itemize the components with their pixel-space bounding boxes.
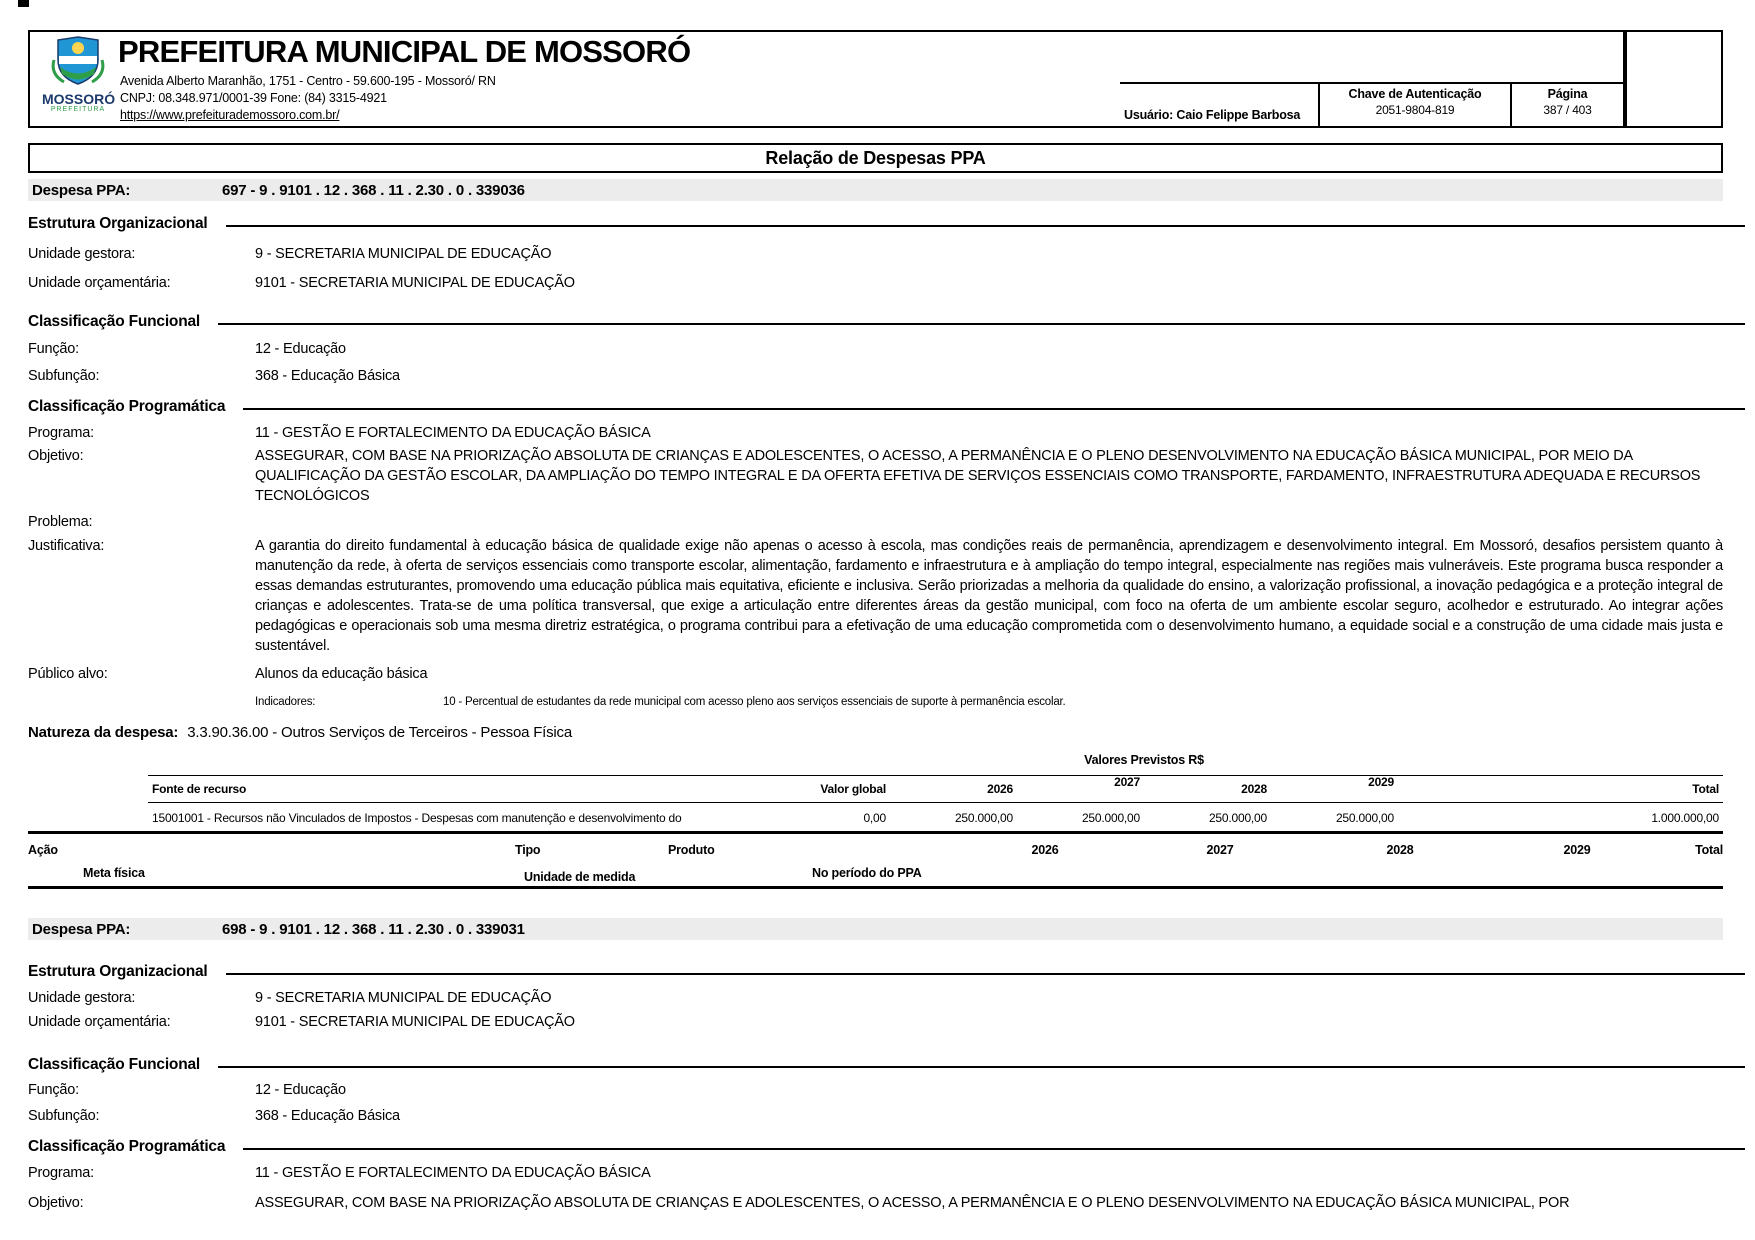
field-value: 368 - Educação Básica xyxy=(255,368,400,384)
field-label: Unidade gestora: xyxy=(28,990,136,1006)
coat-of-arms-icon xyxy=(48,36,108,86)
row-funcao xyxy=(28,339,1723,359)
org-website-link[interactable]: https://www.prefeiturademossoro.com.br/ xyxy=(120,108,340,122)
field-value: 11 - GESTÃO E FORTALECIMENTO DA EDUCAÇÃO BÁSICA xyxy=(255,1165,651,1181)
row-unidade-gestora xyxy=(28,244,1723,264)
page-cell xyxy=(1510,84,1623,126)
section-title: Classificação Funcional xyxy=(28,1056,200,1073)
field-value: 9 - SECRETARIA MUNICIPAL DE EDUCAÇÃO xyxy=(255,990,552,1006)
field-label: Programa: xyxy=(28,1165,94,1181)
field-label: Unidade orçamentária: xyxy=(28,275,171,291)
cell-2027: 250.000,00 xyxy=(1081,810,1140,825)
col-fonte-de-recurso: Fonte de recurso xyxy=(152,782,247,796)
field-value: 12 - Educação xyxy=(255,341,346,357)
cell-total: 1.000.000,00 xyxy=(1651,810,1719,825)
col-year-2029: 2029 xyxy=(1368,775,1394,789)
row-problema xyxy=(28,512,1723,532)
row-unidade-orcamentaria xyxy=(28,273,1723,293)
row-objetivo xyxy=(28,446,1723,506)
section-rule xyxy=(243,1148,1745,1150)
action-col-meta-fisica: Meta física xyxy=(83,866,145,880)
row-unidade-gestora-2 xyxy=(28,988,1723,1008)
logo-subtitle: PREFEITURA xyxy=(50,106,106,113)
field-value: ASSEGURAR, COM BASE NA PRIORIZAÇÃO ABSOLUTA DE CRIANÇAS E ADOLESCENTES, O ACESSO, A PERMANÊNCIA E O PLENO DESENVOLVIMENTO NA EDUCAÇÃO BÁSICA MUNICIPAL, POR MEIO DA QUALIFICAÇÃO DA GESTÃO ESCOLAR, DA AMPLIAÇÃO DO TEMPO INTEGRAL E DA OFERTA EFETIVA DE SERVIÇOS ESSENCIAIS COMO TRANSPORTE, FARDAMENTO, INFRAESTRUTURA ADEQUADA E RECURSOS TECNOLÓGICOS xyxy=(255,448,1701,504)
row-indicadores xyxy=(255,696,1066,708)
row-publico-alvo xyxy=(28,664,1723,684)
action-col-unidade-medida: Unidade de medida xyxy=(524,870,636,884)
field-label: Objetivo: xyxy=(28,1195,84,1211)
field-label: Problema: xyxy=(28,514,93,530)
section-rule xyxy=(218,323,1745,325)
section-classificacao-programatica xyxy=(28,398,1745,416)
row-subfuncao-2 xyxy=(28,1106,1723,1126)
cell-2029: 250.000,00 xyxy=(1335,810,1394,825)
valores-previstos-title: Valores Previstos R$ xyxy=(1084,753,1204,767)
row-programa-2 xyxy=(28,1163,1723,1183)
section-estrutura-organizacional xyxy=(28,215,1745,233)
field-label: Indicadores: xyxy=(255,696,316,708)
action-col-total: Total xyxy=(1695,843,1723,857)
field-value: 9101 - SECRETARIA MUNICIPAL DE EDUCAÇÃO xyxy=(255,275,575,291)
row-subfuncao xyxy=(28,366,1723,386)
section-rule xyxy=(226,973,1745,975)
header-side-box xyxy=(1625,30,1723,128)
action-col-tipo: Tipo xyxy=(515,843,541,857)
row-programa xyxy=(28,423,1723,443)
section-title: Estrutura Organizacional xyxy=(28,215,208,232)
field-label: Unidade orçamentária: xyxy=(28,1014,171,1030)
field-label: Programa: xyxy=(28,425,94,441)
cell-valor-global: 0,00 xyxy=(863,810,886,825)
action-col-2026: 2026 xyxy=(1031,843,1059,857)
funding-table-row xyxy=(148,803,1723,832)
field-label: Natureza da despesa: xyxy=(28,724,179,741)
field-label: Público alvo: xyxy=(28,666,108,682)
field-value xyxy=(255,512,1723,532)
field-value: Alunos da educação básica xyxy=(255,666,428,682)
despesa-ppa-band-1 xyxy=(28,179,1723,201)
field-label: Subfunção: xyxy=(28,368,100,384)
cell-fonte: 15001001 - Recursos não Vinculados de Impostos - Despesas com manutenção e desenvolvimento do xyxy=(152,810,682,825)
funding-table xyxy=(148,775,1723,832)
indicator-value: 10 - Percentual de estudantes da rede municipal com acesso pleno aos serviços essenciais de suporte à permanência escolar. xyxy=(443,696,1066,708)
col-year-2026: 2026 xyxy=(987,782,1013,796)
section-title: Classificação Funcional xyxy=(28,313,200,330)
section-estrutura-organizacional-2 xyxy=(28,963,1745,981)
despesa-ppa-code: 697 - 9 . 9101 . 12 . 368 . 11 . 2.30 . 0 . 339036 xyxy=(222,181,525,199)
org-name: PREFEITURA MUNICIPAL DE MOSSORÓ xyxy=(118,34,691,69)
auth-key-value: 2051-9804-819 xyxy=(1375,103,1455,117)
report-title-bar xyxy=(28,143,1723,173)
col-total: Total xyxy=(1692,782,1719,796)
field-value: 11 - GESTÃO E FORTALECIMENTO DA EDUCAÇÃO BÁSICA xyxy=(255,425,651,441)
funding-table-header xyxy=(148,776,1723,803)
field-value: 9 - SECRETARIA MUNICIPAL DE EDUCAÇÃO xyxy=(255,246,552,262)
field-value: 9101 - SECRETARIA MUNICIPAL DE EDUCAÇÃO xyxy=(255,1014,575,1030)
section-title: Estrutura Organizacional xyxy=(28,963,208,980)
page-label: Página xyxy=(1547,87,1588,101)
municipality-logo xyxy=(42,36,114,114)
cell-2028: 250.000,00 xyxy=(1208,810,1267,825)
field-label: Unidade gestora: xyxy=(28,246,136,262)
page-corner-artifact xyxy=(18,0,29,7)
section-rule xyxy=(218,1066,1745,1068)
field-value: ASSEGURAR, COM BASE NA PRIORIZAÇÃO ABSOLUTA DE CRIANÇAS E ADOLESCENTES, O ACESSO, A PERMANÊNCIA E O PLENO DESENVOLVIMENTO NA EDUCAÇÃO BÁSICA MUNICIPAL, POR xyxy=(255,1195,1570,1211)
auth-key-cell xyxy=(1318,84,1510,126)
row-unidade-orcamentaria-2 xyxy=(28,1012,1723,1032)
header-meta-cells xyxy=(1120,82,1623,126)
field-label: Função: xyxy=(28,341,79,357)
row-objetivo-2 xyxy=(28,1193,1723,1213)
logo-wordmark: MOSSORÓ xyxy=(42,91,116,107)
despesa-ppa-label: Despesa PPA: xyxy=(32,181,131,199)
section-classificacao-programatica-2 xyxy=(28,1138,1745,1156)
row-natureza-despesa xyxy=(28,724,572,741)
org-address: Avenida Alberto Maranhão, 1751 - Centro - 59.600-195 - Mossoró/ RN xyxy=(120,74,496,88)
field-label: Subfunção: xyxy=(28,1108,100,1124)
field-value: A garantia do direito fundamental à educação básica de qualidade exige não apenas o acesso à escola, mas condições reais de permanência, aprendizagem e desenvolvimento integral. Em Mossoró, desafios persistem quanto à manutenção da rede, à oferta de serviços essenciais como transporte escolar, alimentação, fardamento e infraestrutura e à ampliação do tempo integral, especialmente nas regiões mais vulneráveis. Este programa busca responder a essas demandas estruturantes, promovendo uma educação pública mais equitativa, eficiente e inclusiva. Serão priorizadas a melhoria da qualidade do ensino, a valorização profissional, a inovação pedagógica e a proteção integral de crianças e adolescentes. Trata-se de uma política transversal, que exige a articulação entre diferentes áreas da gestão municipal, com foco na oferta de um ambiente escolar seguro, acolhedor e estruturado. Ao integrar ações pedagógicas e operacionais sob uma mesma diretriz estratégica, o programa contribui para a efetivação de uma educação comprometida com o desenvolvimento humano, a equidade social e a construção de uma cidade mais justa e sustentável. xyxy=(255,538,1723,654)
despesa-ppa-code: 698 - 9 . 9101 . 12 . 368 . 11 . 2.30 . 0 . 339031 xyxy=(222,920,525,938)
divider-thick-line xyxy=(28,831,1723,834)
field-value: 3.3.90.36.00 - Outros Serviços de Terceiros - Pessoa Física xyxy=(187,724,573,741)
divider-thick-line xyxy=(28,886,1723,889)
section-title: Classificação Programática xyxy=(28,398,226,415)
field-label: Justificativa: xyxy=(28,538,105,554)
report-title: Relação de Despesas PPA xyxy=(765,147,986,168)
field-value: 12 - Educação xyxy=(255,1082,346,1098)
field-label: Função: xyxy=(28,1082,79,1098)
action-col-2028: 2028 xyxy=(1386,843,1414,857)
action-col-2027: 2027 xyxy=(1206,843,1234,857)
section-rule xyxy=(243,408,1745,410)
org-cnpj-phone: CNPJ: 08.348.971/0001-39 Fone: (84) 3315-4921 xyxy=(120,91,387,105)
despesa-ppa-label: Despesa PPA: xyxy=(32,920,131,938)
field-value: 368 - Educação Básica xyxy=(255,1108,400,1124)
despesa-ppa-band-2 xyxy=(28,918,1723,940)
section-rule xyxy=(226,225,1745,227)
action-col-produto: Produto xyxy=(668,843,715,857)
action-col-2029: 2029 xyxy=(1563,843,1591,857)
section-classificacao-funcional-2 xyxy=(28,1056,1745,1074)
action-col-acao: Ação xyxy=(28,843,58,857)
section-classificacao-funcional xyxy=(28,313,1745,331)
row-funcao-2 xyxy=(28,1080,1723,1100)
user-cell: Usuário: Caio Felippe Barbosa xyxy=(1124,108,1301,122)
header-box xyxy=(28,30,1625,128)
cell-2026: 250.000,00 xyxy=(954,810,1013,825)
col-year-2028: 2028 xyxy=(1241,782,1267,796)
action-col-no-periodo-ppa: No período do PPA xyxy=(812,866,922,880)
section-title: Classificação Programática xyxy=(28,1138,226,1155)
col-valor-global: Valor global xyxy=(820,782,886,796)
page-number: 387 / 403 xyxy=(1543,103,1592,117)
row-justificativa xyxy=(28,536,1723,656)
field-label: Objetivo: xyxy=(28,448,84,464)
col-year-2027: 2027 xyxy=(1114,775,1140,789)
auth-key-label: Chave de Autenticação xyxy=(1348,87,1482,101)
